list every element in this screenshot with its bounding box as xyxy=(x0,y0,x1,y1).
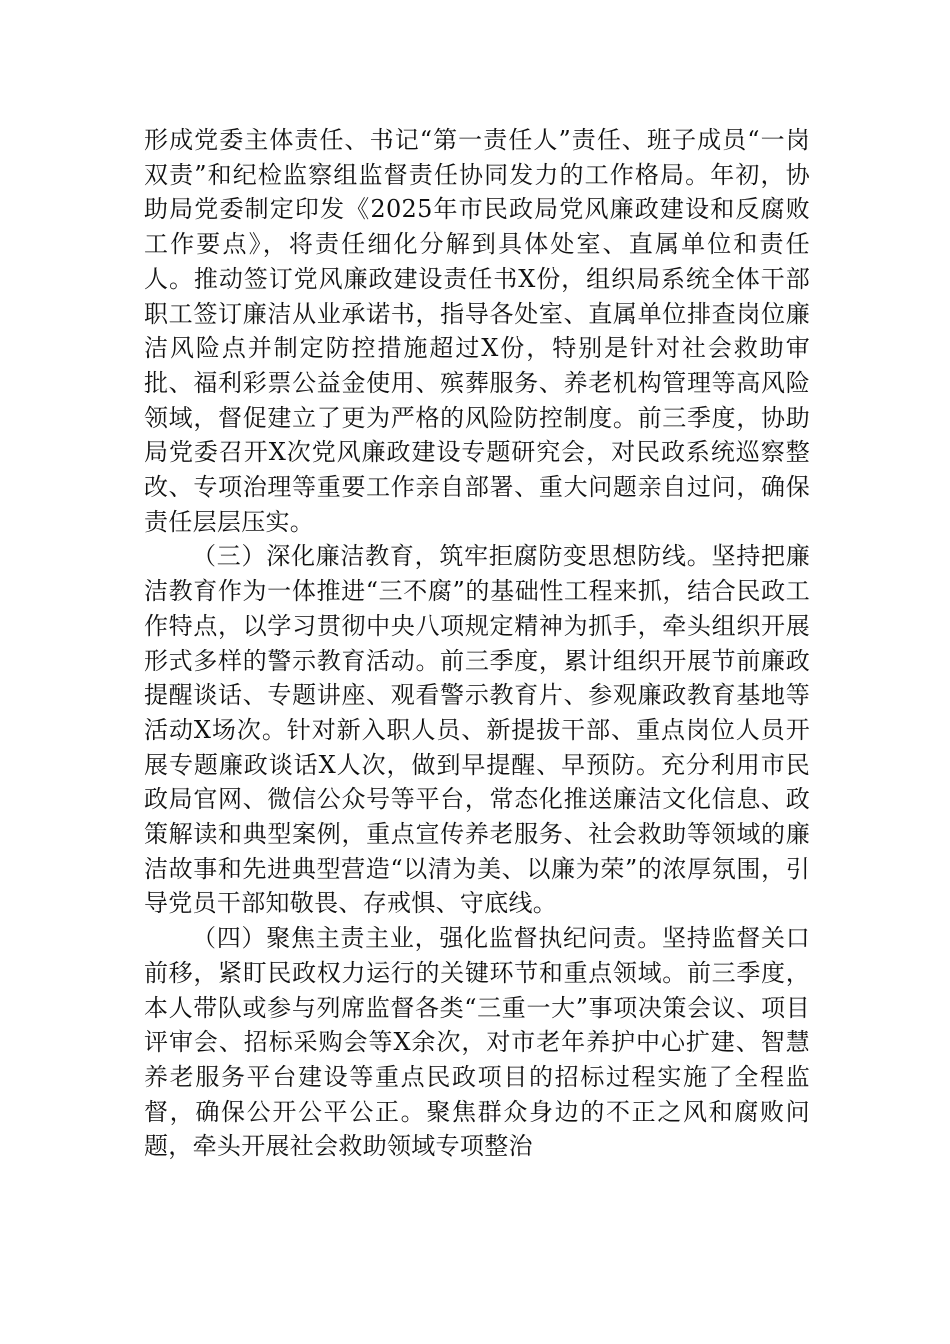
paragraph-responsibility: 形成党委主体责任、书记“第一责任人”责任、班子成员“一岗双责”和纪检监察组监督责任协同发力的工作格局。年初，协助局党委制定印发《2025年市民政局党风廉政建设和反腐败工作要点》，将责任细化分解到具体处室、直属单位和责任人。推动签订党风廉政建设责任书X份，组织局系统全体干部职工签订廉洁从业承诺书，指导各处室、直属单位排查岗位廉洁风险点并制定防控措施超过X份，特别是针对社会救助审批、福利彩票公益金使用、殡葬服务、养老机构管理等高风险领域，督促建立了更为严格的风险防控制度。前三季度，协助局党委召开X次党风廉政建设专题研究会，对民政系统巡察整改、专项治理等重要工作亲自部署、重大问题亲自过问，确保责任层层压实。 xyxy=(144,126,810,536)
paragraph-integrity-education: （三）深化廉洁教育，筑牢拒腐防变思想防线。坚持把廉洁教育作为一体推进“三不腐”的基础性工程来抓，结合民政工作特点，以学习贯彻中央八项规定精神为抓手，牵头组织开展形式多样的警示教育活动。前三季度，累计组织开展节前廉政提醒谈话、专题讲座、观看警示教育片、参观廉政教育基地等活动X场次。针对新入职人员、新提拔干部、重点岗位人员开展专题廉政谈话X人次，做到早提醒、早预防。充分利用市民政局官网、微信公众号等平台，常态化推送廉洁文化信息、政策解读和典型案例，重点宣传养老服务、社会救助等领域的廉洁故事和先进典型营造“以清为美、以廉为荣”的浓厚氛围，引导党员干部知敬畏、存戒惧、守底线。 xyxy=(144,542,810,918)
document-body xyxy=(144,123,810,1164)
paragraph-supervision: （四）聚焦主责主业，强化监督执纪问责。坚持监督关口前移，紧盯民政权力运行的关键环节和重点领域。前三季度，本人带队或参与列席监督各类“三重一大”事项决策会议、项目评审会、招标采购会等X余次，对市老年养护中心扩建、智慧养老服务平台建设等重点民政项目的招标过程实施了全程监督，确保公开公平公正。聚焦群众身边的不正之风和腐败问题，牵头开展社会救助领域专项整治 xyxy=(144,924,810,1161)
